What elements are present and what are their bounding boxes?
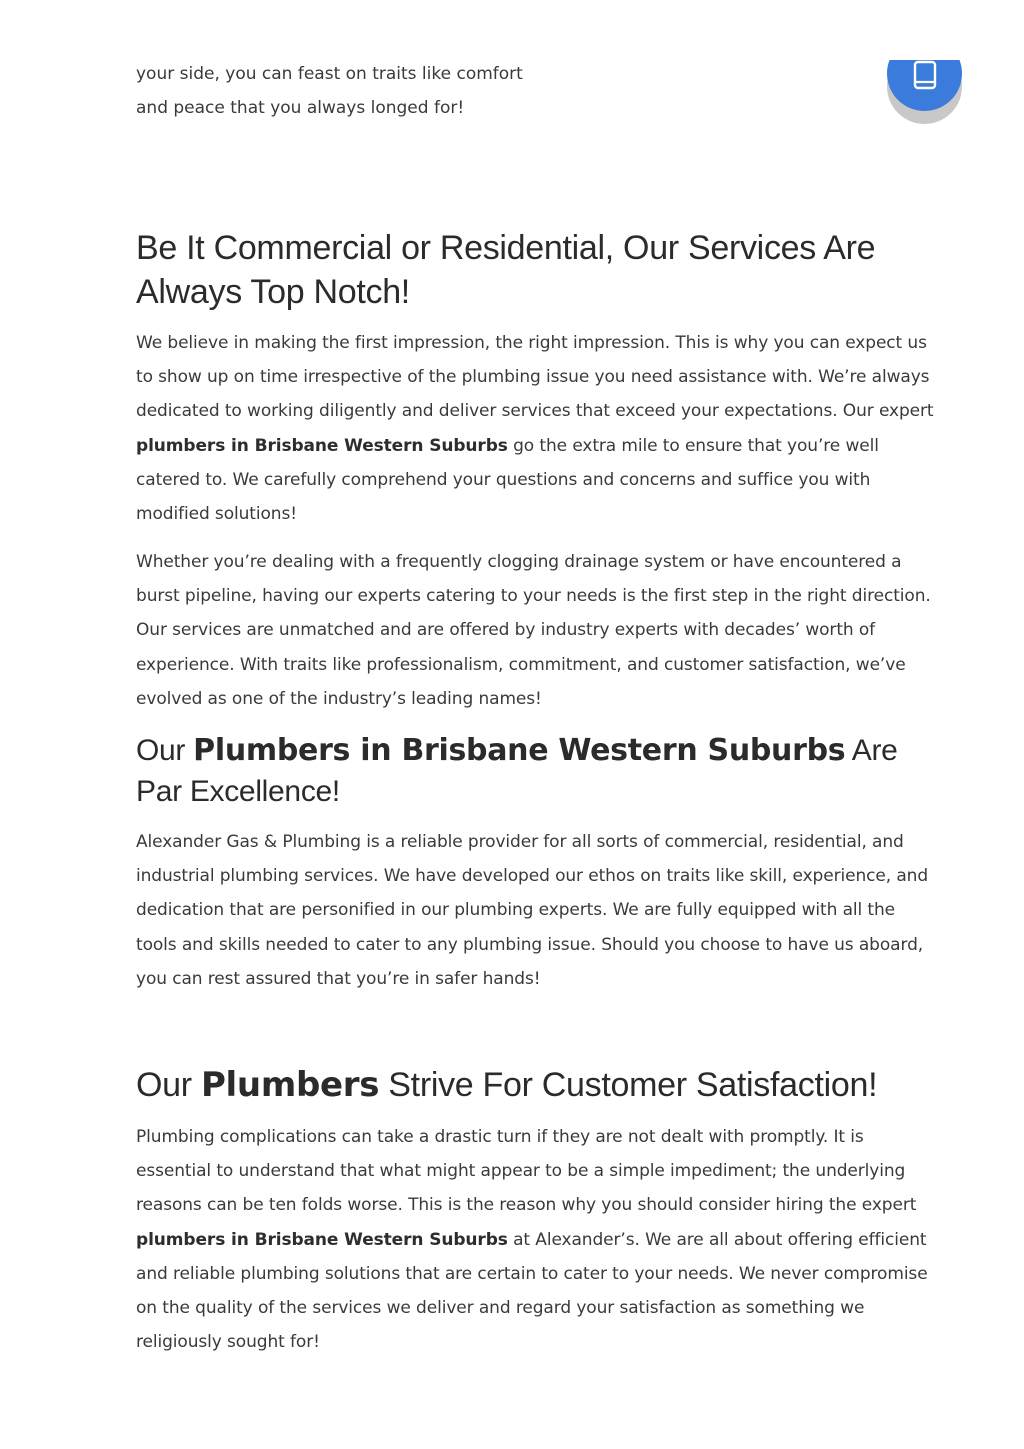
section1-paragraph-2: Whether you’re dealing with a frequently clogging drainage system or have encountered a burst pipeline, having our experts catering to your needs is the first step in the right direction. Our services are unmatched and are offered by industry experts with decades’ worth of experience. With traits like professionalism, commitment, and customer satisfaction, we’ve evolved as one of the industry’s leading names! [136,552,931,709]
section2-paragraph: Alexander Gas & Plumbing is a reliable provider for all sorts of commercial, residential, and industrial plumbing services. We have developed our ethos on traits like skill, experience, and dedication that are personified in our plumbing experts. We are fully equipped with all the tools and skills needed to cater to any plumbing issue. Should you choose to have us aboard, you can rest assured that you’re in safer hands! [136,832,929,989]
text-run: at Alexander’s. We are all about offering efficient and reliable plumbing solutions that are certain to cater to your needs. We never compromise on the quality of the services we deliver and regard your satisfaction as something we religiously sought for! [136,1229,928,1353]
section-heading-commercial-residential: Be It Commercial or Residential, Our Services Are Always Top Notch! [136,229,876,311]
section-heading-customer-satisfaction [136,1064,936,1106]
heading-bold: Plumbers in Brisbane Western Suburbs [193,733,846,768]
section-heading-par-excellence [136,730,936,812]
heading-run: Our [136,734,194,767]
keyword-bold: plumbers in Brisbane Western Suburbs [136,1229,508,1250]
section1-paragraph-1 [136,326,936,531]
keyword-bold: plumbers in Brisbane Western Suburbs [136,435,508,456]
heading-run: Are Par Excellence! [136,734,898,808]
heading-bold: Plumbers [200,1065,380,1105]
heading-run: Our [136,1066,201,1104]
mobile-phone-icon[interactable] [913,60,937,90]
text-run: We believe in making the first impression, the right impression. This is why you can expect us to show up on time irrespective of the plumbing issue you need assistance with. We’re always dedicated to working diligently and deliver services that exceed your expectations. Our expert [136,333,934,422]
heading-run: Strive For Customer Satisfaction! [379,1066,878,1104]
text-run: Plumbing complications can take a drastic turn if they are not dealt with promptly. It is essential to understand that what might appear to be a simple impediment; the underlying reasons can be ten folds worse. This is the reason why you should consider hiring the expert [136,1127,917,1216]
viewport-crop [882,36,967,60]
intro-paragraph: your side, you can feast on traits like comfort and peace that you always longed for! [136,64,523,119]
text-run: go the extra mile to ensure that you’re well catered to. We carefully comprehend your questions and concerns and suffice you with modified solutions! [136,435,879,525]
call-floating-button[interactable] [887,36,962,124]
section3-paragraph [136,1120,936,1359]
